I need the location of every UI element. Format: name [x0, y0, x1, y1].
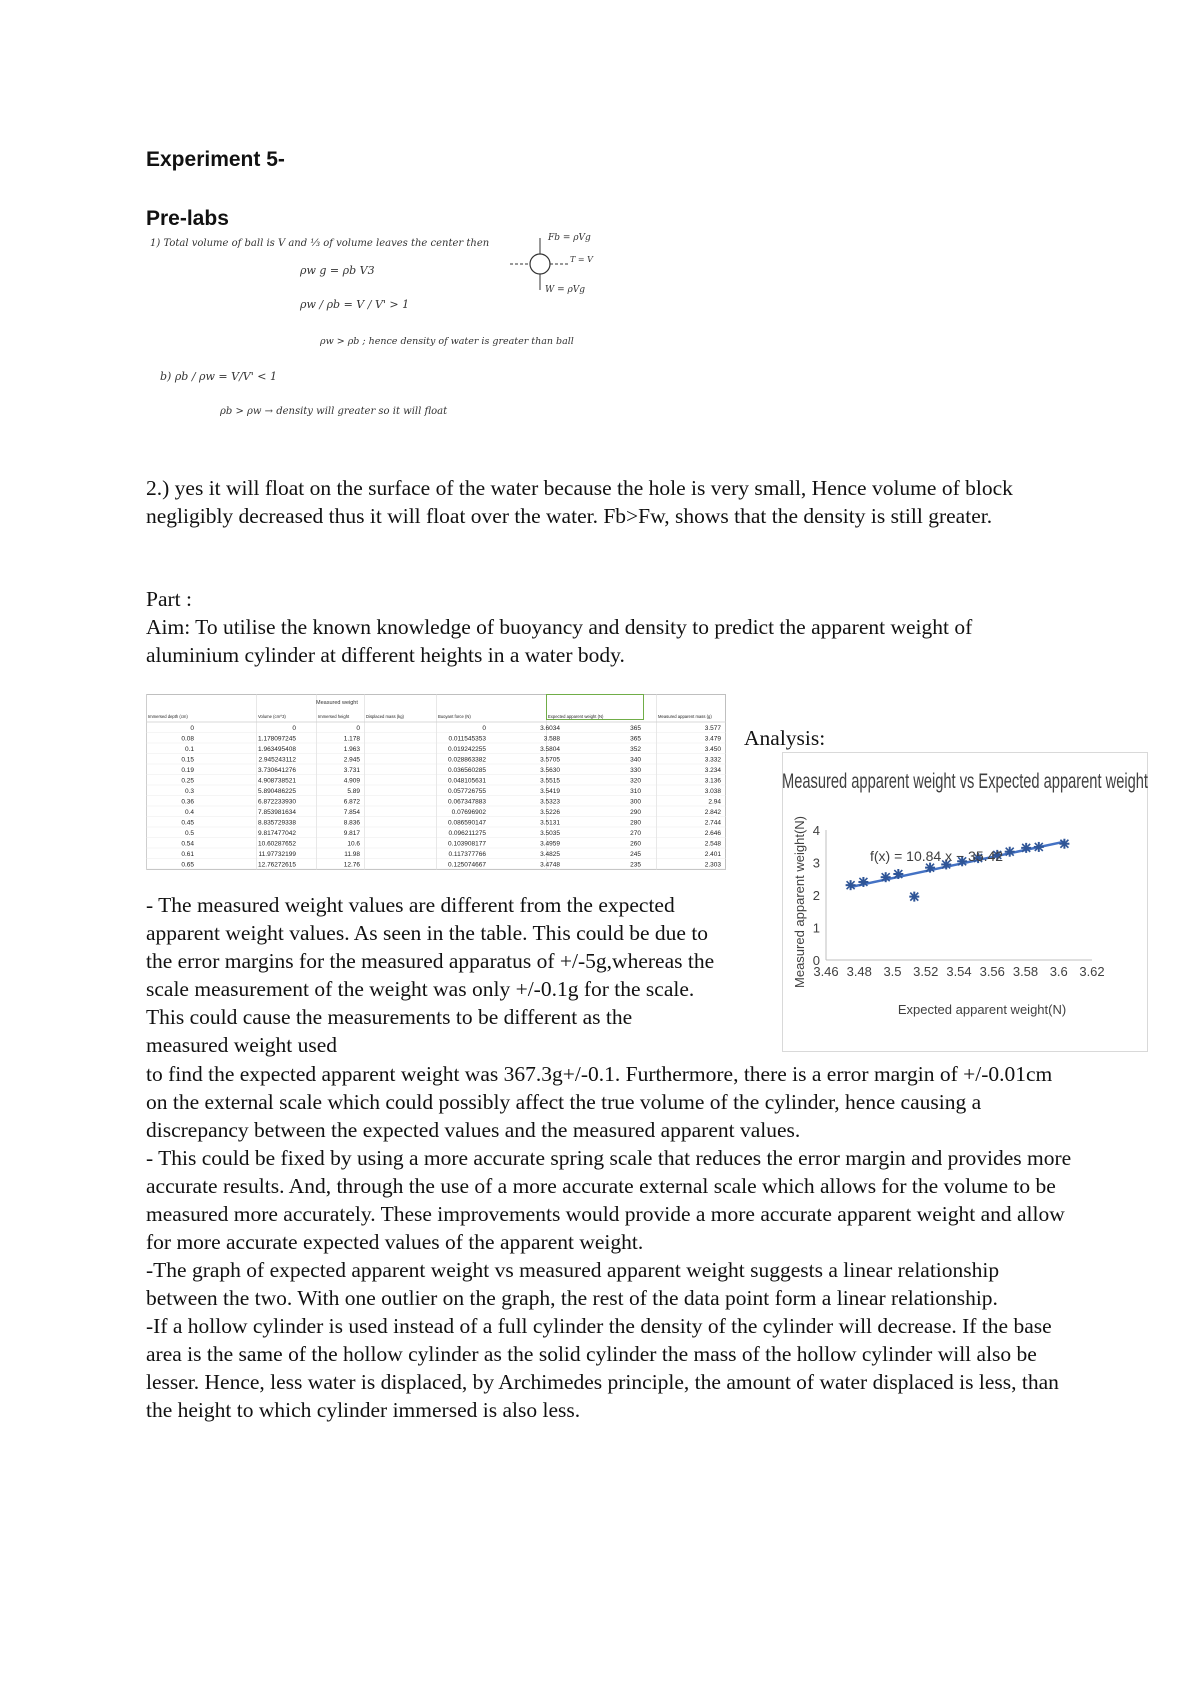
table-cell: 3.5035 [540, 830, 560, 837]
table-cell: 2.401 [704, 851, 721, 858]
table-header-cell: Volume (cm^3) [258, 714, 286, 719]
x-tick-label: 3.54 [946, 964, 972, 979]
data-point [846, 880, 856, 890]
table-cell: 0.61 [181, 851, 194, 858]
table-cell: 2.646 [704, 830, 721, 837]
table-cell: 2.945 [343, 756, 360, 764]
x-tick-label: 3.5 [883, 964, 902, 979]
table-cell: 0.1 [184, 746, 194, 753]
table-header-cell: Expected apparent weight (N) [548, 714, 604, 719]
table-cell: 3.5323 [540, 798, 560, 806]
data-point [1059, 839, 1069, 849]
table-header-cell: Measured apparent mass (g) [658, 714, 712, 719]
table-cell: 12.76 [343, 861, 360, 869]
y-tick-label: 4 [812, 823, 820, 838]
y-tick-label: 3 [812, 855, 820, 871]
chart-x-axis-label: Expected apparent weight(N) [897, 1002, 1067, 1017]
table-cell: 300 [630, 798, 641, 806]
table-cell: 0.25 [181, 777, 194, 785]
hw-fbd-bottom: W = ρVg [545, 285, 586, 295]
table-cell: 2.303 [704, 861, 721, 869]
hw-eq2: ρw / ρb = V / V' > 1 [300, 298, 410, 311]
table-cell: 0 [482, 725, 486, 732]
table-cell: 2.94 [708, 798, 721, 806]
table-cell: 365 [630, 725, 641, 732]
table-cell: 9.817 [343, 830, 360, 837]
table-cell: 260 [630, 840, 641, 848]
table-cell: 10.6 [347, 840, 360, 848]
table-cell: 9.817477042 [258, 830, 296, 837]
table-cell: 0.3 [184, 788, 194, 795]
table-cell: 270 [630, 830, 641, 837]
table-cell: 365 [630, 735, 641, 743]
table-cell: 0.5 [184, 830, 194, 837]
table-cell: 8.836 [343, 819, 360, 827]
table-cell: 0.54 [181, 840, 194, 848]
table-cell: 0.15 [181, 756, 194, 764]
table-cell: 3.4748 [540, 861, 560, 869]
answer-2-paragraph: 2.) yes it will float on the surface of the water because the hole is very small, Hence volume of block negligibly decreased thus it will float over the water. Fb>Fw, shows that the density is still greater. [146, 476, 1013, 528]
x-tick-label: 3.6 [1049, 964, 1068, 979]
table-cell: 5.890486225 [258, 788, 296, 795]
chart-title: Measured apparent weight vs Expected apparent weight [782, 770, 1148, 793]
table-cell: 7.854 [343, 809, 360, 816]
hw-line1: 1) Total volume of ball is V and ⅓ of volume leaves the center then [150, 238, 490, 249]
table-cell: 11.97732199 [258, 851, 296, 858]
table-cell: 3.730641276 [258, 767, 296, 774]
table-cell: 0.36 [181, 798, 194, 806]
table-cell: 3.588 [543, 735, 560, 743]
table-cell: 0.103908177 [448, 840, 486, 848]
analysis-label: Analysis: [744, 726, 826, 750]
table-cell: 2.548 [704, 840, 721, 848]
table-cell: 8.835729338 [258, 819, 296, 827]
table-cell: 3.450 [704, 746, 721, 753]
table-cell: 340 [630, 756, 641, 764]
data-table [146, 694, 726, 870]
data-point [858, 877, 868, 887]
table-cell: 10.60287652 [258, 840, 296, 848]
x-tick-label: 3.46 [813, 964, 839, 979]
table-cell: 3.6034 [540, 725, 560, 732]
table-cell: 2.842 [704, 809, 721, 816]
scatter-chart [782, 752, 1148, 1052]
table-cell: 6.872233930 [258, 798, 296, 806]
table-cell: 3.5705 [540, 756, 560, 764]
table-cell: 3.332 [704, 756, 721, 764]
table-cell: 3.5419 [540, 788, 560, 795]
table-cell: 0.096211275 [448, 830, 486, 837]
table-cell: 310 [630, 788, 641, 795]
x-tick-label: 3.58 [1012, 964, 1039, 979]
table-cell: 3.4959 [540, 840, 560, 848]
hw-eq1: ρw g = ρb V3 [300, 264, 375, 277]
table-cell: 11.98 [344, 851, 360, 858]
table-cell: 330 [630, 767, 641, 774]
table-cell: 2.945243112 [258, 756, 296, 764]
analysis-paragraph-2: - This could be fixed by using a more accurate spring scale that reduces the error margin and provides more accurate results. And, through the use of a more accurate external scale which allows for the volume to be measured more accurately. These improvements would provide a more accurate apparent weight and allow for more accurate expected values of the apparent weight. [146, 1146, 1072, 1254]
table-cell: 6.872 [343, 798, 360, 806]
table-cell: 245 [630, 851, 641, 858]
table-cell: 4.908738521 [258, 777, 296, 785]
data-point [1005, 847, 1015, 857]
document-title: Experiment 5- [146, 148, 285, 171]
aim-paragraph: Aim: To utilise the known knowledge of buoyancy and density to predict the apparent weight of aluminium cylinder at different heights in a water body. [146, 615, 973, 667]
table-cell: 235 [630, 861, 641, 869]
table-cell: 320 [630, 777, 641, 785]
x-tick-label: 3.62 [1079, 964, 1105, 979]
table-cell: 5.89 [347, 788, 360, 795]
table-cell: 3.136 [704, 777, 721, 785]
x-tick-label: 3.52 [913, 964, 939, 979]
free-body-diagram-icon [510, 238, 570, 290]
data-point [909, 892, 919, 902]
table-cell: 4.909 [343, 777, 360, 785]
trendline-label: f(x) = 10.84 x − 35.42 [870, 848, 1004, 864]
table-cell: 0.07696902 [451, 809, 486, 816]
handwritten-prelab-notes [150, 232, 620, 432]
analysis-full-text [146, 1060, 1076, 1424]
table-cell: 0.086590147 [448, 819, 486, 827]
table-cell: 1.178 [343, 735, 360, 743]
table-cell: 352 [630, 746, 641, 753]
y-tick-label: 1 [812, 920, 820, 936]
analysis-column-paragraph: - The measured weight values are different from the expected apparent weight values. As seen in the table. This could be due to the error margins for the measured apparatus of +/-5g,whereas the scale measurement of the weight was only +/-0.1g for the scale. This could cause the measurements to be different as the measured weight used [146, 893, 715, 1057]
table-cell: 3.5515 [540, 777, 560, 785]
hw-eq3: ρw > ρb ; hence density of water is greater than ball [320, 336, 574, 347]
table-cell: 1.963495408 [258, 746, 296, 753]
table-cell: 0 [292, 725, 296, 732]
hw-fbd-side: T = V [570, 255, 593, 264]
table-cell: 0.117377766 [448, 851, 486, 858]
table-header-cell: Immersed depth (cm) [148, 714, 188, 719]
table-cell: 3.234 [704, 767, 721, 774]
analysis-paragraph-4: -If a hollow cylinder is used instead of a full cylinder the density of the cylinder will decrease. If the base area is the same of the hollow cylinder as the solid cylinder the mass of the hollow cylinder will also be lesser. Hence, less water is displaced, by Archimedes principle, the amount of water displaced is less, than the height to which cylinder immersed is also less. [146, 1314, 1059, 1422]
table-cell: 0 [190, 725, 194, 732]
table-cell: 290 [630, 809, 641, 816]
table-header-cell: Displaced mass (kg) [366, 714, 404, 719]
table-cell: 0.4 [184, 809, 194, 816]
table-cell: 0.45 [181, 819, 194, 827]
hw-fbd-top: Fb = ρVg [548, 233, 591, 243]
table-cell: 0 [356, 725, 360, 732]
data-point [925, 863, 935, 873]
table-cell: 3.731 [343, 767, 360, 774]
table-cell: 3.5630 [540, 767, 560, 774]
table-cell: 7.853981634 [258, 809, 296, 816]
y-tick-label: 2 [812, 888, 820, 903]
table-cell: 0.028863382 [448, 756, 486, 764]
table-cell: 12.76272615 [258, 861, 296, 869]
table-cell: 1.963 [343, 746, 360, 753]
table-cell: 0.19 [181, 767, 194, 774]
chart-y-axis-label: Measured apparent weight(N) [792, 816, 807, 988]
table-header-cell: Buoyant force (N) [438, 714, 471, 719]
table-cell: 0.067347883 [448, 798, 486, 806]
table-cell: 0.125074667 [448, 861, 486, 869]
table-cell: 0.08 [181, 735, 194, 743]
table-cell: 280 [630, 819, 641, 827]
x-tick-label: 3.48 [846, 964, 872, 979]
data-point [893, 869, 903, 879]
table-cell: 0.048105631 [448, 777, 486, 785]
table-cell: 1.178097245 [258, 735, 296, 743]
table-header-cell: Immersed height [318, 714, 350, 719]
table-cell: 3.479 [704, 735, 721, 743]
table-cell: 3.5804 [540, 746, 560, 753]
table-cell: 3.5131 [540, 819, 560, 827]
table-cell: 3.5226 [540, 809, 560, 816]
table-cell: 3.038 [704, 788, 721, 795]
table-cell: 3.4825 [540, 851, 560, 858]
data-point [1021, 843, 1031, 853]
part-label: Part : [146, 587, 192, 611]
table-cell: 0.65 [181, 861, 194, 869]
data-point [1034, 842, 1044, 852]
x-tick-label: 3.56 [979, 964, 1005, 979]
table-cell: 0.019242255 [448, 746, 486, 753]
hw-eq4: ρb > ρw → density will greater so it will float [220, 406, 448, 417]
table-cell: 3.577 [704, 725, 721, 732]
table-cell: 0.036560285 [448, 767, 486, 774]
prelabs-heading: Pre-labs [146, 207, 229, 230]
hw-line-b: b) ρb / ρw = V/V' < 1 [160, 370, 277, 383]
table-header-note: Measured weight [316, 700, 358, 706]
table-cell: 0.011545353 [448, 735, 486, 743]
data-point [881, 872, 891, 882]
table-cell: 2.744 [704, 819, 721, 827]
analysis-paragraph-3: -The graph of expected apparent weight vs measured apparent weight suggests a linear relationship between the two. With one outlier on the graph, the rest of the data point form a linear relationship. [146, 1258, 1000, 1310]
analysis-paragraph-1: to find the expected apparent weight was 367.3g+/-0.1. Furthermore, there is a error margin of +/-0.01cm on the external scale which could possibly affect the true volume of the cylinder, hence causing a discrepancy between the expected values and the measured apparent values. [146, 1062, 1053, 1142]
y-tick-label: 0 [812, 953, 820, 968]
table-cell: 0.057726755 [448, 788, 486, 795]
